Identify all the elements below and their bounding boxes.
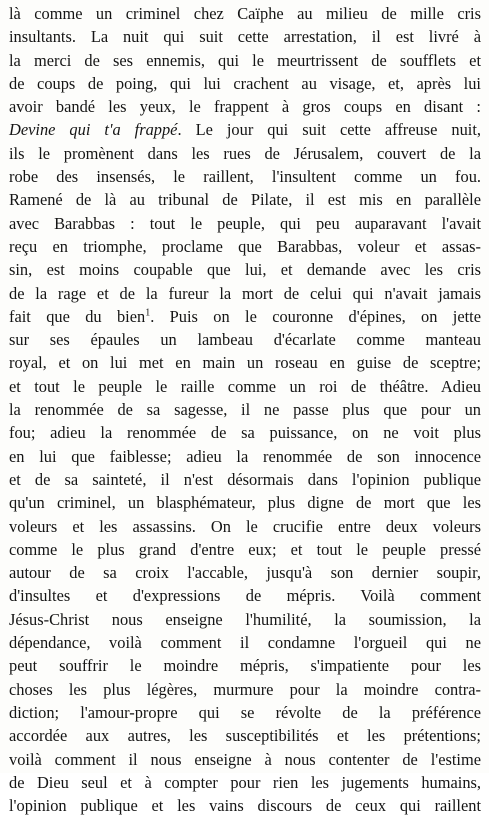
text-run: insultants. La nuit qui suit cette arrestation, il est livré à: [9, 27, 481, 47]
text-run: fou; adieu la renommée de sa puissance, on ne voit plus: [9, 423, 481, 443]
text-line: [9, 235, 481, 258]
text-run: avoir bandé les yeux, le frappent à gros coups en disant :: [9, 97, 481, 117]
text-line: [9, 701, 481, 724]
text-run: de Dieu seul et à compter pour rien les jugements humains,: [9, 772, 481, 792]
text-line: [9, 188, 481, 211]
text-line: [9, 678, 481, 701]
text-line: [9, 561, 481, 584]
text-line: [9, 654, 481, 677]
text-run: et tout le peuple le raille comme un roi de théâtre. Adieu: [9, 376, 481, 396]
text-run: sin, est moins coupable que lui, et demande avec les cris: [9, 260, 481, 280]
text-line: [9, 631, 481, 654]
text-line: [9, 72, 481, 95]
text-run: peut souffrir le moindre mépris, s'impatiente pour les: [9, 656, 481, 676]
text-run: et de sa sainteté, il n'est désormais dans l'opinion publique: [9, 469, 481, 489]
text-run: accordée aux autres, les susceptibilités et les prétentions;: [9, 726, 481, 746]
text-line: [9, 468, 481, 491]
text-run: de la rage et de la fureur la mort de celui qui n'avait jamais: [9, 283, 481, 303]
text-run: sur ses épaules un lambeau d'écarlate comme manteau: [9, 330, 481, 350]
text-run: qu'un criminel, un blasphémateur, plus digne de mort que les: [9, 493, 481, 513]
text-run: en lui que faiblesse; adieu la renommée de son innocence: [9, 446, 481, 466]
text-run: la merci de ses ennemis, qui le meurtrissent de soufflets et: [9, 50, 481, 70]
text-run: dépendance, voilà comment il condamne l'orgueil qui ne: [9, 633, 481, 653]
text-line: [9, 305, 481, 328]
text-line: [9, 328, 481, 351]
italic-quote: Devine qui t'a frappé: [9, 120, 178, 140]
text-line: [9, 794, 481, 817]
text-line: [9, 351, 481, 374]
footnote-marker: 1: [145, 307, 151, 319]
text-run: robe des insensés, le raillent, l'insultent comme un fou.: [9, 167, 481, 187]
text-line: [9, 142, 481, 165]
text-line: [9, 95, 481, 118]
text-line: [9, 49, 481, 72]
text-line: [9, 748, 481, 771]
text-run: choses les plus légères, murmure pour la moindre contra-: [9, 679, 481, 699]
text-line: [9, 212, 481, 235]
text-run: ils le promènent dans les rues de Jérusalem, couvert de la: [9, 143, 481, 163]
text-run: voilà comment il nous enseigne à nous contenter de l'estime: [9, 749, 481, 769]
text-line: [9, 445, 481, 468]
text-line: [9, 491, 481, 514]
text-run: . Puis on le couronne d'épines, on jette: [150, 306, 481, 326]
text-line: [9, 515, 481, 538]
text-line: [9, 25, 481, 48]
text-run: royal, et on lui met en main un roseau en guise de sceptre;: [9, 353, 481, 373]
text-run: de coups de poing, qui lui crachent au visage, et, après lui: [9, 73, 481, 93]
text-line: [9, 282, 481, 305]
text-line: [9, 421, 481, 444]
text-run: la renommée de sa sagesse, il ne passe plus que pour un: [9, 400, 481, 420]
text-run: diction; l'amour-propre qui se révolte de la préférence: [9, 702, 481, 722]
text-line: [9, 608, 481, 631]
text-line: [9, 724, 481, 747]
text-line: [9, 2, 481, 25]
text-line: [9, 165, 481, 188]
text-line: [9, 118, 481, 141]
text-run: Ramené de là au tribunal de Pilate, il est mis en parallèle: [9, 190, 481, 210]
text-line: [9, 538, 481, 561]
text-run: avec Barabbas : tout le peuple, qui peu auparavant l'avait: [9, 213, 481, 233]
text-run: là comme un criminel chez Caïphe au milieu de mille cris: [9, 4, 481, 23]
text-run: Jésus-Christ nous enseigne l'humilité, la soumission, la: [9, 609, 481, 629]
text-run: reçu en triomphe, proclame que Barabbas, voleur et assas-: [9, 236, 481, 256]
text-run: l'opinion publique et les vains discours de ceux qui raillent: [9, 796, 481, 816]
text-line: [9, 398, 481, 421]
text-line: [9, 584, 481, 607]
text-line: [9, 258, 481, 281]
text-line: [9, 375, 481, 398]
text-run: d'insultes et d'expressions de mépris. Voilà comment: [9, 586, 481, 606]
text-line: [9, 771, 481, 794]
body-text: [9, 2, 481, 817]
text-run: . Le jour qui suit cette affreuse nuit,: [177, 120, 481, 140]
text-run: comme le plus grand d'entre eux; et tout le peuple pressé: [9, 539, 481, 559]
text-run: voleurs et les assassins. On le crucifie entre deux voleurs: [9, 516, 481, 536]
text-run: fait que du bien: [9, 306, 146, 326]
text-run: autour de sa croix l'accable, jusqu'à son dernier soupir,: [9, 563, 481, 583]
